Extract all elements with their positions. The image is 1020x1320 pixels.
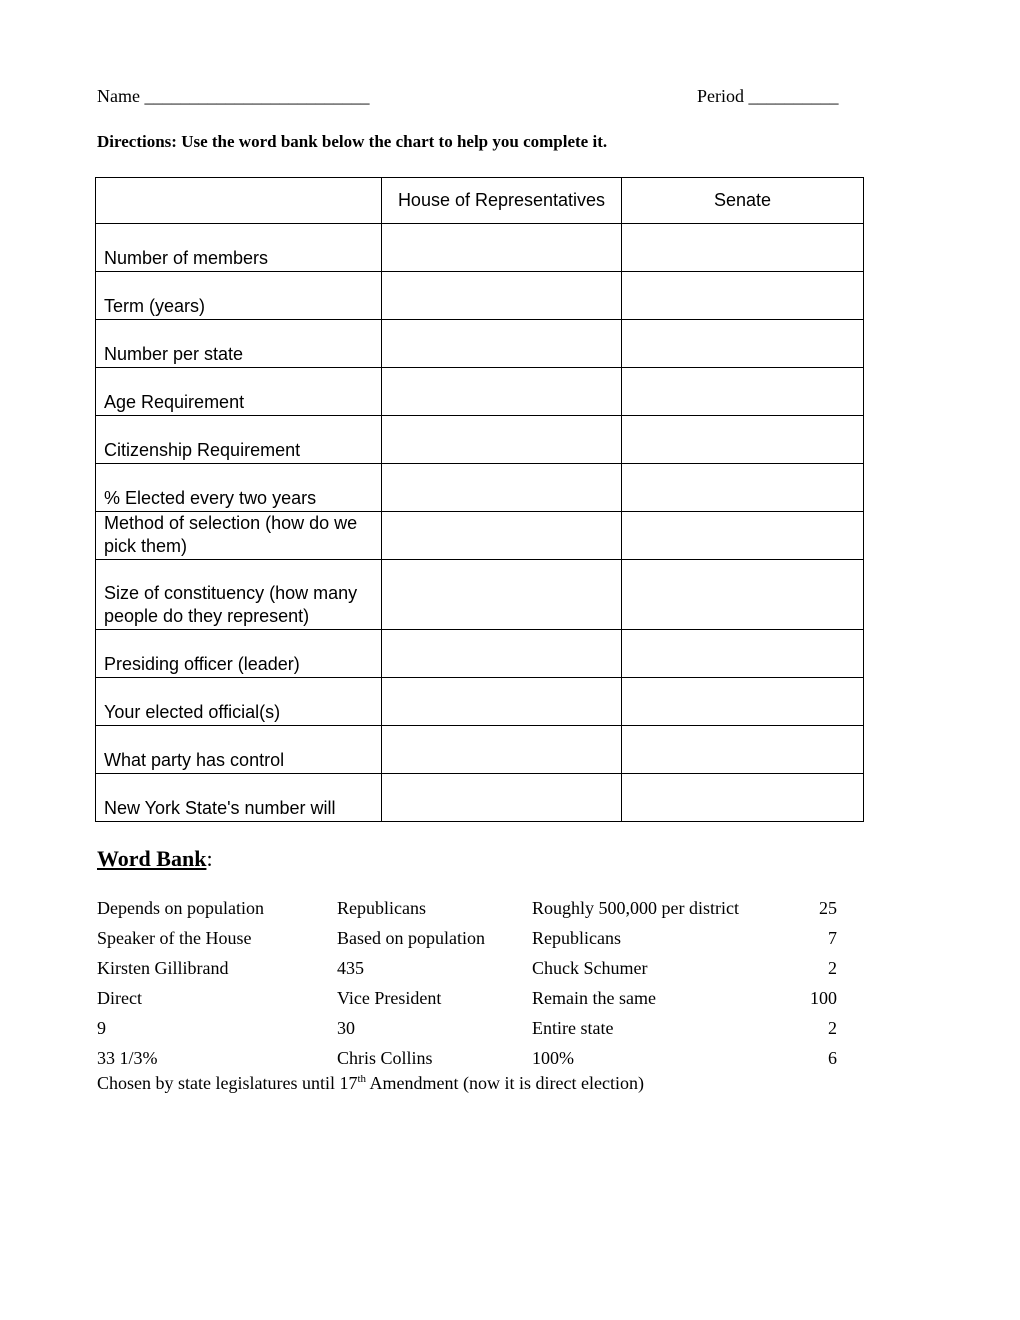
chart-header-row bbox=[96, 178, 864, 224]
chart-header-blank bbox=[96, 178, 382, 224]
chart-row bbox=[96, 464, 864, 512]
word-bank-number: 25 bbox=[819, 897, 837, 918]
chart-row bbox=[96, 512, 864, 560]
word-bank-number: 100 bbox=[810, 987, 837, 1008]
chart-row bbox=[96, 416, 864, 464]
directions-text: Directions: Use the word bank below the chart to help you complete it. bbox=[97, 132, 608, 151]
word-bank-term: Remain the same bbox=[532, 987, 656, 1008]
row-label-age-requirement: Age Requirement bbox=[96, 368, 382, 416]
senate-answer-cell[interactable] bbox=[622, 726, 864, 774]
chart-row bbox=[96, 224, 864, 272]
word-bank-heading: Word Bank bbox=[97, 846, 207, 871]
senate-answer-cell[interactable] bbox=[622, 224, 864, 272]
word-bank-term: Direct bbox=[97, 987, 142, 1008]
word-bank-table bbox=[97, 893, 837, 1073]
chart-row bbox=[96, 560, 864, 630]
word-bank-number: 2 bbox=[828, 1017, 837, 1038]
header-line bbox=[97, 86, 857, 110]
last-line-start: Chosen by state legislatures until 17 bbox=[97, 1073, 358, 1093]
chart-row bbox=[96, 774, 864, 822]
word-bank-row bbox=[97, 923, 837, 953]
word-bank-term: Speaker of the House bbox=[97, 927, 252, 948]
name-field[interactable]: Name _________________________ bbox=[97, 86, 370, 106]
chart-header-house: House of Representatives bbox=[382, 178, 622, 224]
house-answer-cell[interactable] bbox=[382, 272, 622, 320]
word-bank-term: Republicans bbox=[532, 927, 621, 948]
row-label-method-of-selection: Method of selection (how do we pick them) bbox=[96, 512, 382, 560]
row-label-size-of-constituency: Size of constituency (how many people do they represent) bbox=[96, 560, 382, 630]
word-bank-number: 6 bbox=[828, 1047, 837, 1068]
word-bank-row bbox=[97, 893, 837, 923]
house-answer-cell[interactable] bbox=[382, 464, 622, 512]
word-bank-number: 2 bbox=[828, 957, 837, 978]
word-bank-term: Depends on population bbox=[97, 897, 264, 918]
senate-answer-cell[interactable] bbox=[622, 630, 864, 678]
chart-header-senate: Senate bbox=[622, 178, 864, 224]
house-answer-cell[interactable] bbox=[382, 320, 622, 368]
chart-row bbox=[96, 320, 864, 368]
word-bank-colon: : bbox=[206, 846, 213, 871]
chart-row bbox=[96, 726, 864, 774]
word-bank-term: Entire state bbox=[532, 1017, 614, 1038]
senate-answer-cell[interactable] bbox=[622, 678, 864, 726]
word-bank-term: 100% bbox=[532, 1047, 574, 1068]
senate-answer-cell[interactable] bbox=[622, 774, 864, 822]
row-label-term: Term (years) bbox=[96, 272, 382, 320]
row-label-party-control: What party has control bbox=[96, 726, 382, 774]
word-bank-row bbox=[97, 1013, 837, 1043]
row-label-number-of-members: Number of members bbox=[96, 224, 382, 272]
word-bank-title bbox=[97, 846, 213, 872]
chart-row bbox=[96, 630, 864, 678]
house-answer-cell[interactable] bbox=[382, 560, 622, 630]
chart-row bbox=[96, 678, 864, 726]
word-bank-last-line bbox=[97, 1073, 644, 1094]
word-bank-term: Vice President bbox=[337, 987, 442, 1008]
row-label-citizenship-requirement: Citizenship Requirement bbox=[96, 416, 382, 464]
word-bank-row bbox=[97, 953, 837, 983]
word-bank-term: 9 bbox=[97, 1017, 106, 1038]
senate-answer-cell[interactable] bbox=[622, 512, 864, 560]
senate-answer-cell[interactable] bbox=[622, 464, 864, 512]
house-answer-cell[interactable] bbox=[382, 368, 622, 416]
row-label-new-york-number: New York State's number will bbox=[96, 774, 382, 822]
row-label-number-per-state: Number per state bbox=[96, 320, 382, 368]
house-answer-cell[interactable] bbox=[382, 224, 622, 272]
word-bank-row bbox=[97, 983, 837, 1013]
word-bank-term: Chris Collins bbox=[337, 1047, 433, 1068]
house-answer-cell[interactable] bbox=[382, 512, 622, 560]
word-bank-term: 30 bbox=[337, 1017, 355, 1038]
house-answer-cell[interactable] bbox=[382, 630, 622, 678]
word-bank-term: Chuck Schumer bbox=[532, 957, 648, 978]
senate-answer-cell[interactable] bbox=[622, 560, 864, 630]
chart-row bbox=[96, 368, 864, 416]
word-bank-row bbox=[97, 1043, 837, 1073]
word-bank-term: Roughly 500,000 per district bbox=[532, 897, 739, 918]
word-bank-term: 435 bbox=[337, 957, 364, 978]
senate-answer-cell[interactable] bbox=[622, 320, 864, 368]
word-bank-term: Kirsten Gillibrand bbox=[97, 957, 229, 978]
house-answer-cell[interactable] bbox=[382, 774, 622, 822]
chart-row bbox=[96, 272, 864, 320]
last-line-superscript: th bbox=[357, 1073, 367, 1085]
row-label-elected-officials: Your elected official(s) bbox=[96, 678, 382, 726]
period-field[interactable]: Period __________ bbox=[697, 86, 839, 106]
house-answer-cell[interactable] bbox=[382, 678, 622, 726]
congress-chart bbox=[95, 177, 864, 822]
word-bank-term: Republicans bbox=[337, 897, 426, 918]
word-bank-term: Based on population bbox=[337, 927, 485, 948]
senate-answer-cell[interactable] bbox=[622, 272, 864, 320]
word-bank-term: 33 1/3% bbox=[97, 1047, 158, 1068]
row-label-percent-elected: % Elected every two years bbox=[96, 464, 382, 512]
senate-answer-cell[interactable] bbox=[622, 416, 864, 464]
word-bank-number: 7 bbox=[828, 927, 837, 948]
house-answer-cell[interactable] bbox=[382, 726, 622, 774]
senate-answer-cell[interactable] bbox=[622, 368, 864, 416]
last-line-end: Amendment (now it is direct election) bbox=[366, 1073, 644, 1093]
row-label-presiding-officer: Presiding officer (leader) bbox=[96, 630, 382, 678]
house-answer-cell[interactable] bbox=[382, 416, 622, 464]
